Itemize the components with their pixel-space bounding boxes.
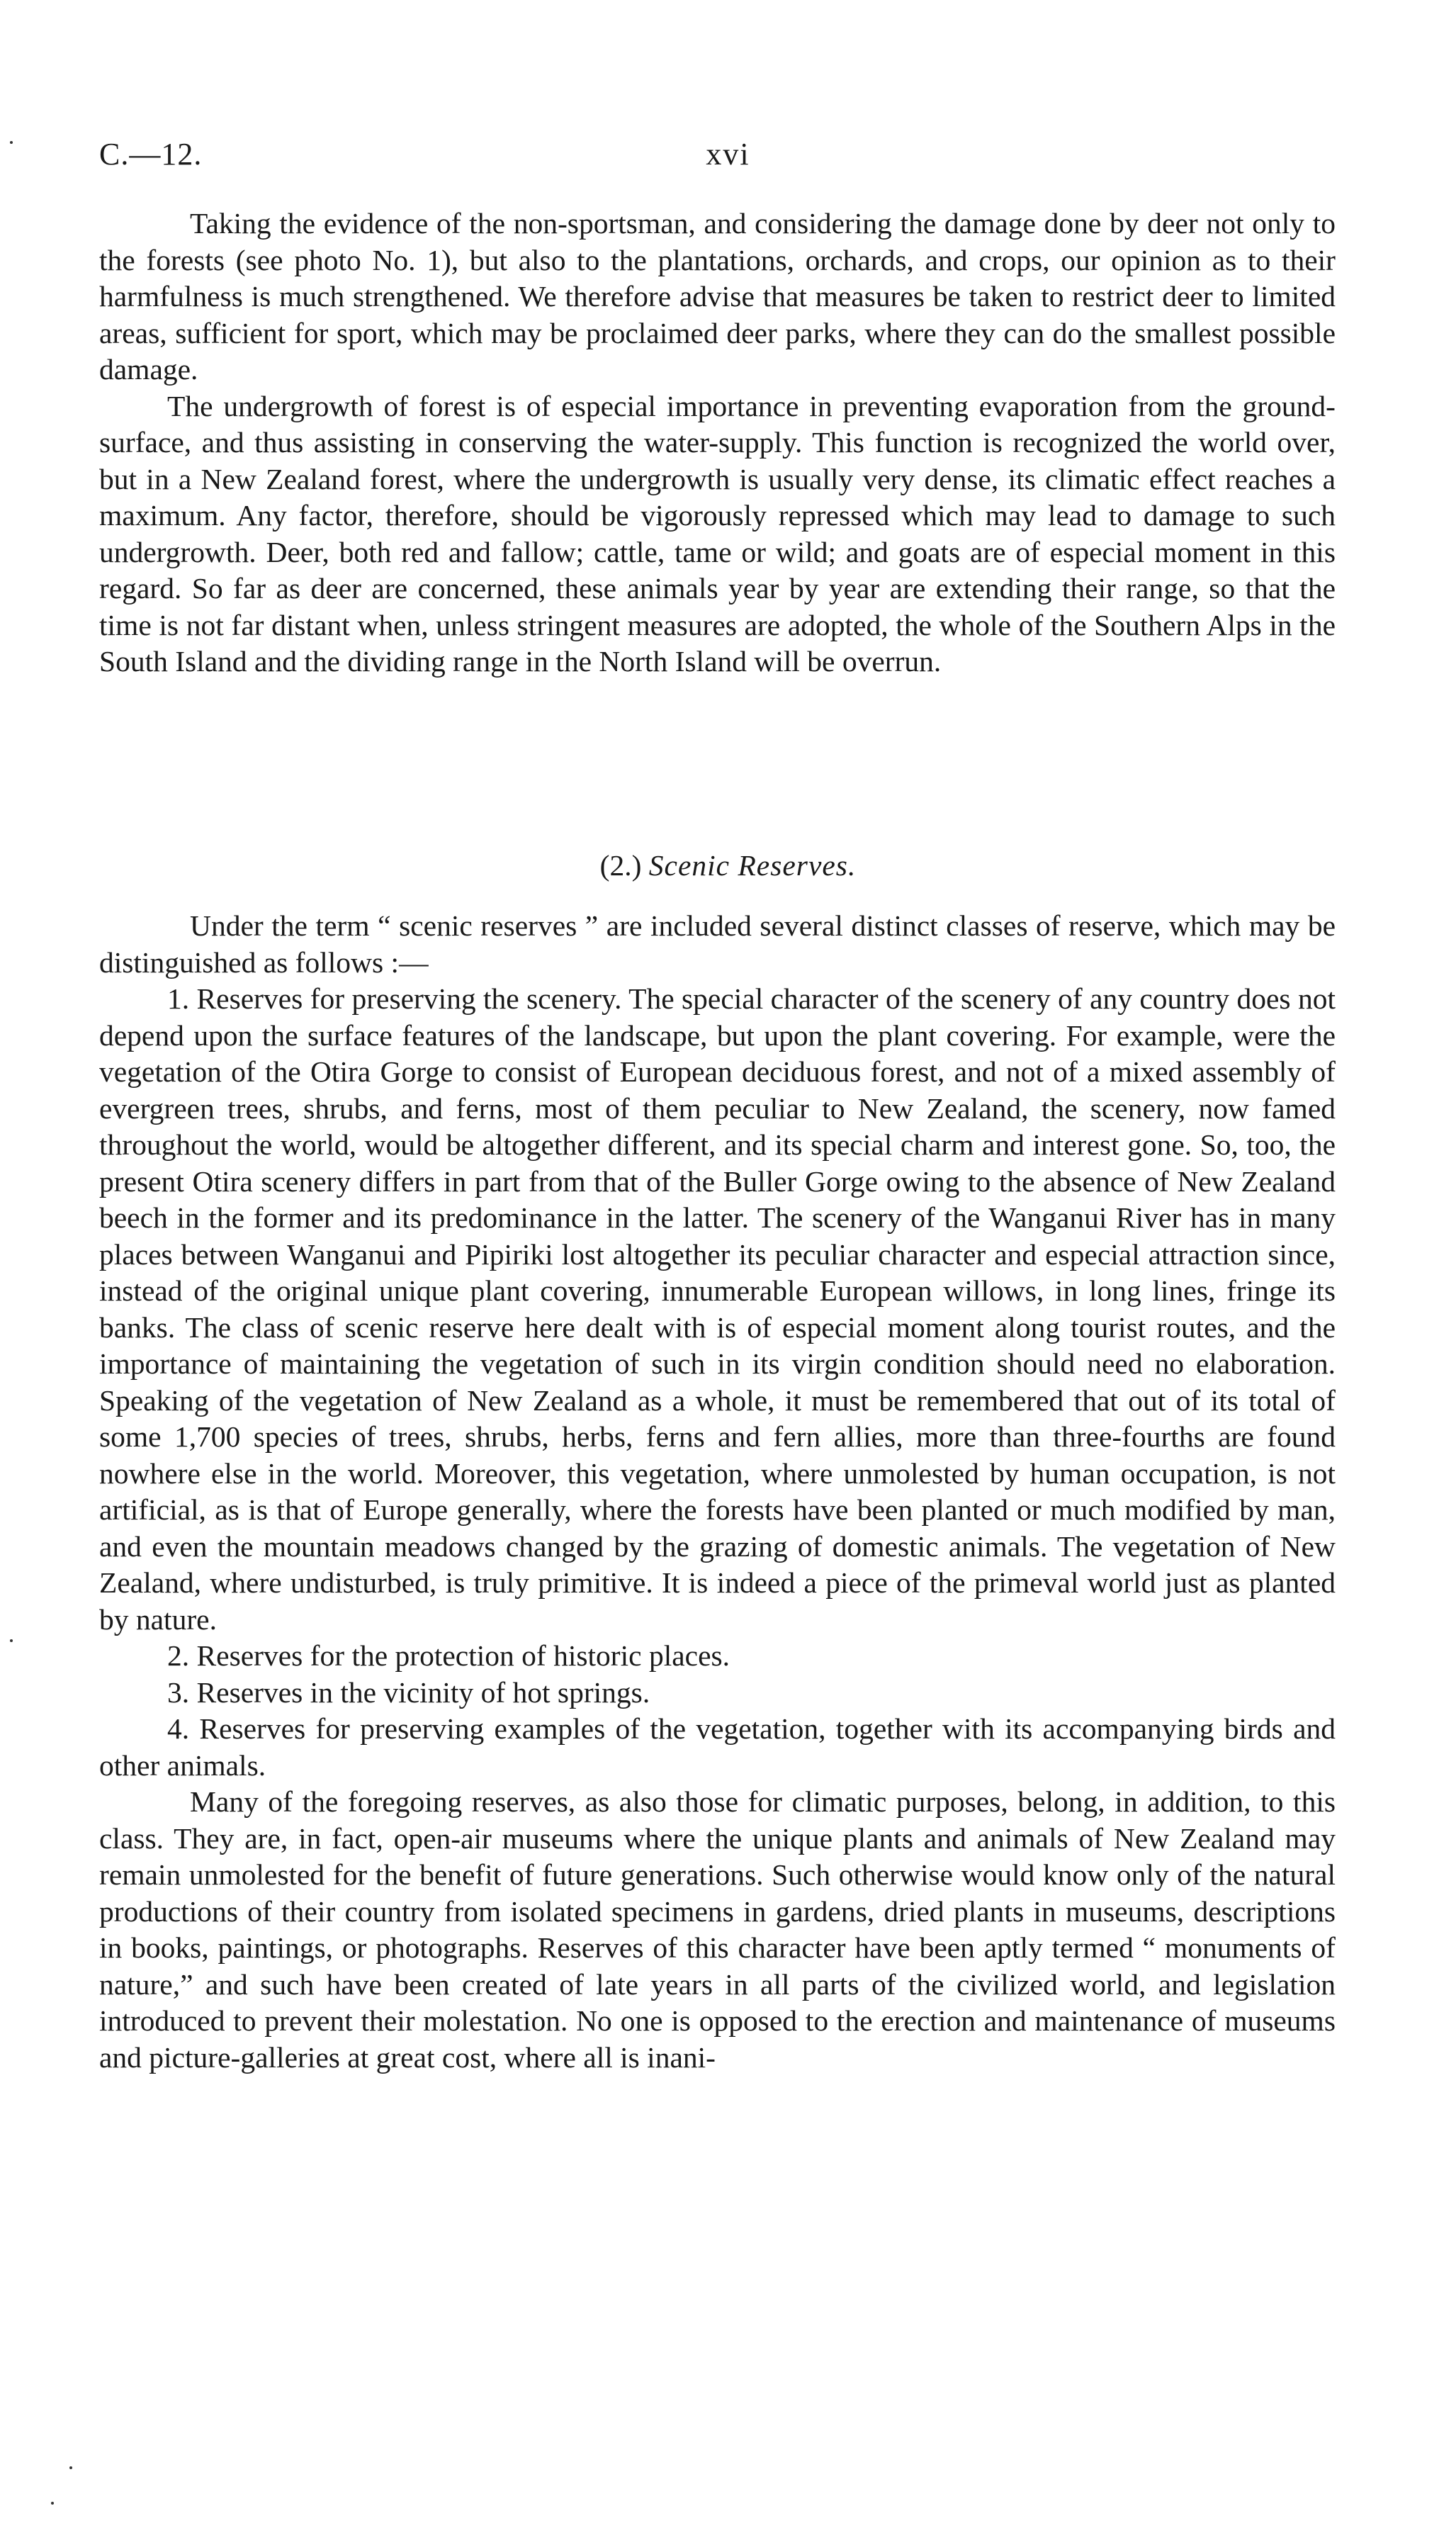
paragraph: Many of the foregoing reserves, as also those for climatic purposes, belong, in addition, to this class. They are, in fact, open-air museums where the unique plants and animals of New Zealand may remain unmolested for the benefit of future generations. Such otherwise would know only of the natural productions of their country from isolated specimens in gardens, dried plants in museums, descriptions in books, paintings, or photographs. Reserves of this character have been aptly termed “ monuments of nature,” and such have been created of late years in all parts of the civilized world, and legislation introduced to prevent their molestation. No one is opposed to the erection and maintenance of museums and picture-galleries at great cost, where all is inani- (99, 1785, 1336, 2074)
report-code: C.—12. (99, 137, 203, 172)
paragraph: The undergrowth of forest is of especial importance in preventing evaporation from the ground-surface, and thus assisting in conserving the water-supply. This function is recognized the world over, but in a New Zealand forest, where the undergrowth is usually very dense, its climatic effect reaches a maximum. Any factor, therefore, should be vigorously repressed which may lead to damage to such undergrowth. Deer, both red and fallow; cattle, tame or wild; and goats are of especial moment in this regard. So far as deer are concerned, these animals year by year are extending their range, so that the time is not far distant when, unless stringent measures are adopted, the whole of the Southern Alps in the South Island and the dividing range in the North Island will be overrun. (99, 389, 1336, 678)
list-item: 1. Reserves for preserving the scenery. The special character of the scenery of any country does not depend upon the surface features of the landscape, but upon the plant covering. For example, were the vegetation of the Otira Gorge to consist of European deciduous forest, and not of a mixed assembly of evergreen trees, shrubs, and ferns, most of them peculiar to New Zealand, the scenery, now famed throughout the world, would be altogether different, and its special charm and interest gone. So, too, the present Otira scenery differs in part from that of the Buller Gorge owing to the absence of New Zealand beech in the former and its predominance in the latter. The scenery of the Wanganui River has in many places between Wanganui and Pipiriki lost altogether its peculiar character and especial attraction since, instead of the original unique plant covering, innumerable European willows, in long lines, fringe its banks. The class of scenic reserve here dealt with is of especial moment along tourist routes, and the importance of maintaining the vegetation of such in its virgin condition should need no elaboration. Speaking of the vegetation of New Zealand as a whole, it must be remembered that out of its total of some 1,700 species of trees, shrubs, herbs, ferns and fern allies, more than three-fourths are found nowhere else in the world. Moreover, this vegetation, where unmolested by human occupation, is not artificial, as is that of Europe generally, where the forests have been planted or much modified by man, and even the mountain meadows changed by the grazing of domestic animals. The vegetation of New Zealand, where undisturbed, is truly primitive. It is indeed a piece of the primeval world just as planted by nature. (99, 982, 1336, 1636)
list-item: 3. Reserves in the vicinity of hot springs. (167, 1675, 650, 1709)
scan-speck (10, 1639, 13, 1642)
list-item: 2. Reserves for the protection of historic places. (167, 1639, 730, 1672)
paragraph: Under the term “ scenic reserves ” are included several distinct classes of reserve, which may be distinguished as follows :— (99, 909, 1336, 979)
section-text-block (99, 908, 1336, 2076)
top-text-block (99, 206, 1336, 680)
page-number: xvi (706, 137, 750, 172)
scan-speck (69, 2466, 72, 2469)
scan-speck (51, 2502, 54, 2505)
paragraph: Taking the evidence of the non-sportsman, and considering the damage done by deer not only to the forests (see photo No. 1), but also to the plantations, orchards, and crops, our opinion as to their harmfulness is much strengthened. We therefore advise that measures be taken to restrict deer to limited areas, sufficient for sport, which may be proclaimed deer parks, where they can do the smallest possible damage. (99, 207, 1336, 386)
section-number: (2.) (599, 849, 642, 882)
section-heading (0, 848, 1456, 884)
list-item: 4. Reserves for preserving examples of the vegetation, together with its accompanying birds and other animals. (99, 1712, 1336, 1782)
section-title: Scenic Reserves. (648, 849, 857, 882)
